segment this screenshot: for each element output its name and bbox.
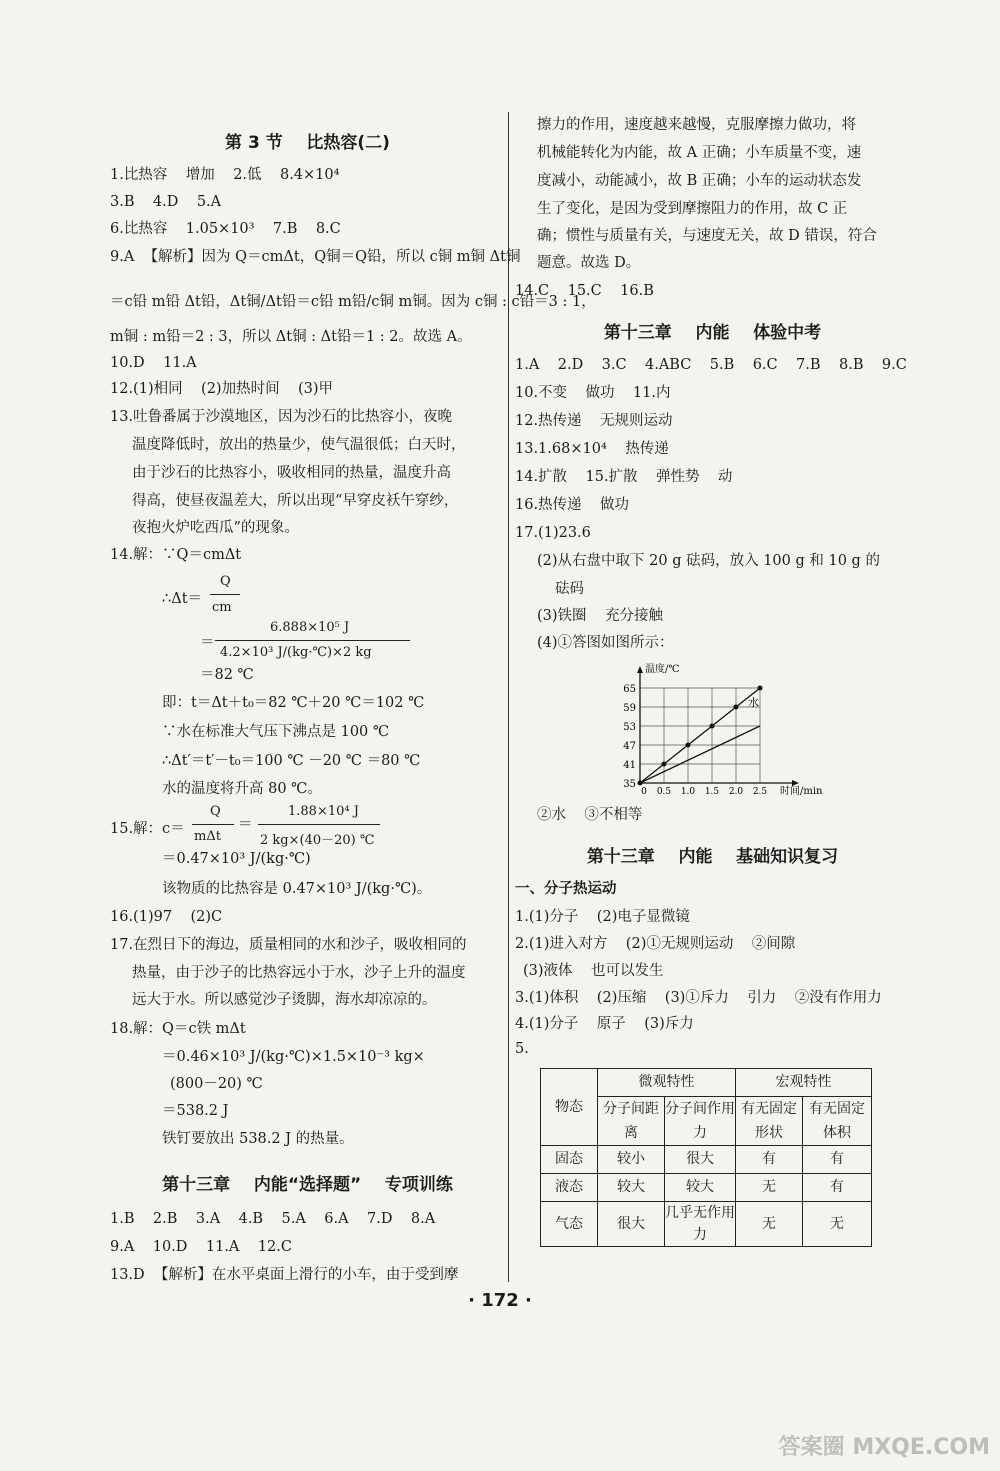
data-point bbox=[758, 686, 763, 691]
answer-line: 得高，使昼夜温差大，所以出现“早穿皮袄午穿纱， bbox=[132, 493, 459, 509]
x-tick-label: 2.5 bbox=[752, 787, 768, 795]
answer-line: 2.(1)进入对方 (2)①无规则运动 ②间隙 bbox=[515, 936, 796, 952]
answer-line: 5. bbox=[515, 1041, 529, 1057]
fraction-denominator: mΔt bbox=[194, 829, 221, 844]
fraction-numerator: 6.888×10⁵ J bbox=[270, 620, 350, 635]
table-subheader: 有无固定形状 bbox=[736, 1097, 803, 1146]
fraction-bar bbox=[192, 824, 234, 825]
answer-line: 温度降低时，放出的热量少，使气温很低；白天时， bbox=[132, 437, 466, 453]
answer-line: 12.热传递 无规则运动 bbox=[515, 413, 673, 429]
x-tick-label: 2.0 bbox=[728, 787, 744, 795]
answer-line: 即：t＝Δt＋t₀＝82 ℃＋20 ℃＝102 ℃ bbox=[162, 695, 425, 711]
answer-line: 17.(1)23.6 bbox=[515, 525, 591, 541]
section-heading: 第十三章 内能 体验中考 bbox=[603, 323, 822, 343]
fraction-bar bbox=[210, 594, 240, 595]
section-heading: 第十三章 内能 基础知识复习 bbox=[586, 847, 839, 867]
answer-line: ＝c铅 m铅 Δt铅，Δt铜/Δt铅＝c铅 m铅/c铜 m铜。因为 c铜 : c铅＝3 : 1， bbox=[110, 294, 596, 310]
subsection-heading: 一、分子热运动 bbox=[515, 880, 617, 897]
table-subheader: 有无固定体积 bbox=[803, 1097, 872, 1146]
fraction-bar bbox=[258, 824, 380, 825]
fraction-numerator: Q bbox=[220, 574, 231, 589]
answer-line: 确；惯性与质量有关，与速度无关，故 D 错误，符合 bbox=[537, 228, 877, 244]
answer-line: 13.D 【解析】在水平桌面上滑行的小车，由于受到摩 bbox=[110, 1267, 459, 1283]
answer-line: (4)①答图如图所示： bbox=[537, 635, 674, 651]
answer-line: ∵水在标准大气压下沸点是 100 ℃ bbox=[162, 724, 390, 740]
data-point bbox=[662, 762, 667, 767]
fraction-bar bbox=[215, 640, 410, 641]
table-cell: 有 bbox=[803, 1174, 872, 1202]
section-heading: 第十三章 内能“选择题” 专项训练 bbox=[162, 1175, 453, 1195]
table-cell: 很大 bbox=[665, 1146, 736, 1174]
answer-line: 10.D 11.A bbox=[110, 355, 197, 371]
answer-line: ②水 ③不相等 bbox=[537, 807, 643, 823]
x-tick-label: 0.5 bbox=[656, 787, 672, 795]
table-cell: 无 bbox=[736, 1174, 803, 1202]
answer-line: 14.扩散 15.扩散 弹性势 动 bbox=[515, 469, 733, 485]
table-cell: 有 bbox=[803, 1146, 872, 1174]
formula-prefix: ∴Δt＝ bbox=[162, 591, 203, 607]
answer-line: 16.热传递 做功 bbox=[515, 497, 629, 513]
y-tick-label: 35 bbox=[623, 779, 636, 790]
particle-state-table bbox=[540, 1068, 872, 1247]
x-axis-label: 时间/min bbox=[780, 786, 823, 795]
answer-line: (800－20) ℃ bbox=[170, 1076, 263, 1092]
page-number: · 172 · bbox=[468, 1290, 532, 1311]
formula-prefix: 15.解：c＝ bbox=[110, 821, 185, 837]
answer-line: 14.解：∵Q＝cmΔt bbox=[110, 547, 242, 563]
answer-line: 10.不变 做功 11.内 bbox=[515, 385, 671, 401]
y-tick-label: 47 bbox=[623, 741, 636, 752]
table-cell: 有 bbox=[736, 1146, 803, 1174]
answer-line: 4.(1)分子 原子 (3)斥力 bbox=[515, 1016, 694, 1032]
table-cell: 较大 bbox=[598, 1174, 665, 1202]
answer-line: ∴Δt′＝t′－t₀＝100 ℃ －20 ℃ ＝80 ℃ bbox=[162, 753, 421, 769]
column-divider bbox=[508, 112, 509, 1282]
answer-line: 14.C 15.C 16.B bbox=[515, 283, 654, 299]
answer-line: 17.在烈日下的海边，质量相同的水和沙子，吸收相同的 bbox=[110, 937, 467, 953]
table-cell: 无 bbox=[803, 1202, 872, 1247]
table-subheader: 分子间作用力 bbox=[665, 1097, 736, 1146]
table-subheader: 分子间距离 bbox=[598, 1097, 665, 1146]
answer-line: ＝82 ℃ bbox=[200, 667, 254, 683]
answer-line: 18.解：Q＝c铁 mΔt bbox=[110, 1021, 246, 1037]
table-cell: 较小 bbox=[598, 1146, 665, 1174]
series-line bbox=[640, 726, 760, 783]
table-cell: 较大 bbox=[665, 1174, 736, 1202]
answer-line: (2)从右盘中取下 20 g 砝码，放入 100 g 和 10 g 的 bbox=[537, 553, 880, 569]
x-tick-label: 1.0 bbox=[680, 787, 696, 795]
answer-line: (3)铁圈 充分接触 bbox=[537, 608, 663, 624]
answer-line: 铁钉要放出 538.2 J 的热量。 bbox=[162, 1131, 354, 1147]
y-tick-label: 65 bbox=[623, 684, 636, 695]
answer-line: 机械能转化为内能，故 A 正确；小车质量不变，速 bbox=[537, 145, 862, 161]
table-cell: 液态 bbox=[541, 1174, 598, 1202]
y-tick-label: 59 bbox=[623, 703, 636, 714]
answer-line: ＝0.46×10³ J/(kg·℃)×1.5×10⁻³ kg× bbox=[162, 1049, 425, 1065]
fraction-denominator: 4.2×10³ J/(kg·℃)×2 kg bbox=[220, 645, 372, 660]
answer-line: 12.(1)相同 (2)加热时间 (3)甲 bbox=[110, 381, 334, 397]
answer-line: (3)液体 也可以发生 bbox=[523, 963, 664, 979]
table-cell: 无 bbox=[736, 1202, 803, 1247]
answer-line: m铜 : m铅＝2 : 3，所以 Δt铜 : Δt铅＝1 : 2。故选 A。 bbox=[110, 329, 472, 345]
series-label: 水 bbox=[748, 696, 759, 709]
equals-sign: ＝ bbox=[200, 635, 215, 651]
answer-line: 题意。故选 D。 bbox=[537, 255, 641, 271]
answer-line: 16.(1)97 (2)C bbox=[110, 909, 223, 925]
fraction-numerator: 1.88×10⁴ J bbox=[288, 804, 359, 819]
answer-line: 3.B 4.D 5.A bbox=[110, 194, 222, 210]
watermark-logo: 答案圈 MXQE.COM bbox=[778, 1435, 990, 1460]
answer-line: 13.吐鲁番属于沙漠地区，因为沙石的比热容小，夜晚 bbox=[110, 409, 453, 425]
answer-line: 擦力的作用，速度越来越慢，克服摩擦力做功，将 bbox=[537, 117, 856, 133]
answer-line: 3.(1)体积 (2)压缩 (3)①斥力 引力 ②没有作用力 bbox=[515, 990, 882, 1006]
data-point bbox=[734, 705, 739, 710]
answer-line: 由于沙石的比热容小，吸收相同的热量，温度升高 bbox=[132, 465, 451, 481]
answer-line: 夜抱火炉吃西瓜”的现象。 bbox=[132, 520, 299, 536]
y-axis-arrow bbox=[637, 666, 643, 673]
table-header-macro: 宏观特性 bbox=[736, 1069, 872, 1097]
data-point bbox=[686, 743, 691, 748]
table-header-micro: 微观特性 bbox=[598, 1069, 736, 1097]
answer-line: 该物质的比热容是 0.47×10³ J/(kg·℃)。 bbox=[162, 881, 432, 897]
answer-line: 1.比热容 增加 2.低 8.4×10⁴ bbox=[110, 167, 340, 183]
series-line bbox=[640, 688, 760, 783]
table-cell: 气态 bbox=[541, 1202, 598, 1247]
answer-line: 1.A 2.D 3.C 4.ABC 5.B 6.C 7.B 8.B 9.C bbox=[515, 357, 907, 373]
table-cell: 几乎无作用力 bbox=[665, 1202, 736, 1247]
y-tick-label: 53 bbox=[623, 722, 636, 733]
equals-sign: ＝ bbox=[238, 817, 253, 833]
fraction-numerator: Q bbox=[210, 804, 221, 819]
answer-line: ＝538.2 J bbox=[162, 1103, 229, 1119]
answer-line: 13.1.68×10⁴ 热传递 bbox=[515, 441, 669, 457]
y-axis-label: 温度/℃ bbox=[645, 664, 680, 675]
fraction-denominator: 2 kg×(40－20) ℃ bbox=[260, 833, 375, 848]
answer-line: 9.A 10.D 11.A 12.C bbox=[110, 1239, 292, 1255]
answer-line: 远大于水。所以感觉沙子烫脚，海水却凉凉的。 bbox=[132, 992, 437, 1008]
section-heading: 第 3 节 比热容(二) bbox=[225, 133, 390, 153]
answer-line: 6.比热容 1.05×10³ 7.B 8.C bbox=[110, 221, 341, 237]
table-cell: 很大 bbox=[598, 1202, 665, 1247]
temperature-time-chart bbox=[610, 660, 840, 795]
table-cell: 固态 bbox=[541, 1146, 598, 1174]
x-tick-label: 1.5 bbox=[704, 787, 720, 795]
table-header-state: 物态 bbox=[541, 1069, 598, 1146]
answer-line: 砝码 bbox=[555, 581, 584, 597]
answer-line: 水的温度将升高 80 ℃。 bbox=[162, 781, 322, 797]
answer-line: 1.B 2.B 3.A 4.B 5.A 6.A 7.D 8.A bbox=[110, 1211, 436, 1227]
fraction-denominator: cm bbox=[212, 600, 232, 615]
x-tick-label: 0 bbox=[641, 787, 647, 795]
answer-line: ＝0.47×10³ J/(kg·℃) bbox=[162, 851, 311, 867]
answer-line: 生了变化，是因为受到摩擦阻力的作用，故 C 正 bbox=[537, 201, 848, 217]
answer-line: 热量，由于沙子的比热容远小于水，沙子上升的温度 bbox=[132, 965, 466, 981]
y-tick-label: 41 bbox=[623, 760, 636, 771]
answer-line: 1.(1)分子 (2)电子显微镜 bbox=[515, 909, 690, 925]
answer-line: 度减小，动能减小，故 B 正确；小车的运动状态发 bbox=[537, 173, 862, 189]
data-point bbox=[710, 724, 715, 729]
answer-line: 9.A 【解析】因为 Q＝cmΔt，Q铜＝Q铅，所以 c铜 m铜 Δt铜 bbox=[110, 249, 521, 265]
